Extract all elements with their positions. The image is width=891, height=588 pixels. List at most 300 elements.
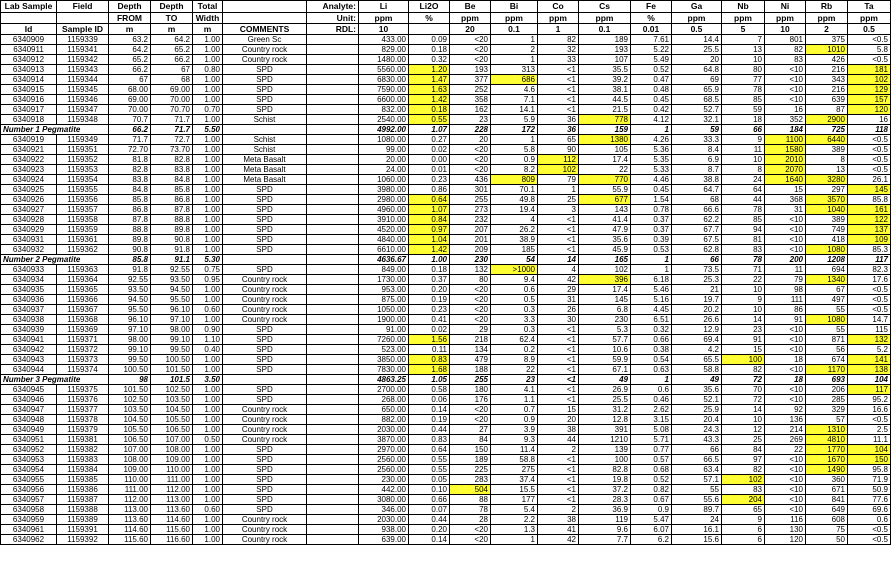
- table-cell: 108.00: [151, 445, 193, 455]
- table-cell: 2070: [765, 165, 806, 175]
- table-cell: 59.9: [579, 355, 631, 365]
- table-cell: 352: [765, 115, 806, 125]
- table-cell: 62.4: [491, 335, 538, 345]
- table-cell: 3910.00: [359, 215, 409, 225]
- table-cell: [307, 285, 359, 295]
- table-cell: 97.10: [109, 325, 151, 335]
- table-cell: 17.4: [579, 155, 631, 165]
- table-row: [1, 435, 891, 445]
- table-cell: 6340956: [1, 485, 57, 495]
- table-cell: 83: [722, 485, 765, 495]
- header-cell: ppm: [765, 13, 806, 24]
- table-cell: 73.70: [151, 145, 193, 155]
- table-cell: 207: [450, 225, 491, 235]
- table-cell: 10.6: [579, 345, 631, 355]
- table-cell: 1080.00: [359, 135, 409, 145]
- table-cell: 0.44: [409, 515, 450, 525]
- table-cell: 1159349: [57, 135, 109, 145]
- table-cell: 3280: [806, 175, 848, 185]
- header-cell: Analyte:: [307, 1, 359, 13]
- table-cell: [307, 225, 359, 235]
- table-cell: 1.00: [193, 365, 223, 375]
- table-cell: 80: [450, 275, 491, 285]
- table-cell: 84: [450, 435, 491, 445]
- table-cell: 132: [450, 265, 491, 275]
- table-cell: 225: [450, 465, 491, 475]
- table-cell: 1159391: [57, 525, 109, 535]
- table-cell: 0.3: [491, 305, 538, 315]
- header-cell: Rb: [806, 1, 848, 13]
- table-cell: 25.9: [672, 405, 722, 415]
- table-cell: 1.00: [193, 515, 223, 525]
- table-cell: 5.50: [193, 125, 223, 135]
- table-cell: 16: [765, 105, 806, 115]
- table-cell: <10: [765, 75, 806, 85]
- table-cell: 8: [722, 165, 765, 175]
- table-cell: Meta Basalt: [223, 155, 307, 165]
- table-cell: 1159379: [57, 425, 109, 435]
- table-cell: 12: [722, 425, 765, 435]
- table-cell: 5.4: [491, 505, 538, 515]
- table-cell: 9.4: [491, 275, 538, 285]
- table-cell: [307, 55, 359, 65]
- table-cell: 12.8: [579, 415, 631, 425]
- table-cell: 118: [848, 125, 891, 135]
- table-cell: 114.60: [109, 525, 151, 535]
- table-cell: 6.8: [579, 305, 631, 315]
- table-cell: 1.00: [193, 535, 223, 545]
- table-cell: 671: [806, 485, 848, 495]
- table-cell: 871: [806, 335, 848, 345]
- table-cell: 47.9: [579, 225, 631, 235]
- table-cell: 1159374: [57, 365, 109, 375]
- table-cell: 185: [491, 245, 538, 255]
- table-cell: SPD: [223, 465, 307, 475]
- table-cell: 120: [848, 105, 891, 115]
- table-cell: 35.5: [579, 65, 631, 75]
- table-cell: 5.33: [631, 165, 672, 175]
- table-cell: 96.10: [151, 305, 193, 315]
- table-cell: 0.10: [409, 485, 450, 495]
- table-cell: 206: [806, 385, 848, 395]
- table-cell: 0.14: [409, 405, 450, 415]
- table-cell: 1.00: [193, 215, 223, 225]
- table-cell: <20: [450, 415, 491, 425]
- table-row: [1, 495, 891, 505]
- table-cell: 115.60: [109, 535, 151, 545]
- table-cell: <10: [765, 475, 806, 485]
- table-cell: 6340938: [1, 315, 57, 325]
- table-cell: <20: [450, 145, 491, 155]
- table-row: [1, 485, 891, 495]
- table-cell: [307, 75, 359, 85]
- table-cell: 391: [579, 425, 631, 435]
- table-cell: 91.8: [109, 265, 151, 275]
- header-cell: Field: [57, 1, 109, 13]
- table-cell: 0.18: [409, 265, 450, 275]
- table-row: [1, 515, 891, 525]
- table-cell: 91.1: [151, 255, 193, 265]
- table-cell: <10: [765, 385, 806, 395]
- table-cell: 23: [450, 115, 491, 125]
- table-cell: 3570: [806, 195, 848, 205]
- table-cell: 8.4: [672, 145, 722, 155]
- table-cell: Country rock: [223, 295, 307, 305]
- table-cell: 32.1: [672, 115, 722, 125]
- table-row: [1, 95, 891, 105]
- table-cell: 694: [806, 265, 848, 275]
- table-cell: 184: [765, 125, 806, 135]
- table-cell: 50: [806, 535, 848, 545]
- table-cell: 37.2: [579, 485, 631, 495]
- header-cell: 2: [806, 24, 848, 35]
- table-cell: 16.1: [672, 525, 722, 535]
- table-cell: 0.58: [409, 385, 450, 395]
- table-cell: 55: [806, 325, 848, 335]
- table-cell: 0.53: [631, 245, 672, 255]
- table-cell: 10: [722, 55, 765, 65]
- table-cell: 25: [722, 435, 765, 445]
- table-cell: 65: [538, 135, 579, 145]
- table-cell: 5.3: [579, 325, 631, 335]
- table-cell: <1: [538, 455, 579, 465]
- table-cell: 83: [722, 245, 765, 255]
- table-cell: <1: [538, 375, 579, 385]
- table-row: [1, 415, 891, 425]
- table-cell: 72: [722, 395, 765, 405]
- table-cell: 0.68: [631, 465, 672, 475]
- table-cell: 1.00: [193, 455, 223, 465]
- table-cell: 8.2: [491, 165, 538, 175]
- table-cell: 1.00: [193, 465, 223, 475]
- table-cell: Country rock: [223, 275, 307, 285]
- table-cell: SPD: [223, 505, 307, 515]
- table-cell: 136: [765, 415, 806, 425]
- table-cell: <0.5: [848, 525, 891, 535]
- table-cell: [307, 325, 359, 335]
- table-cell: 35.6: [579, 235, 631, 245]
- table-cell: 6340962: [1, 535, 57, 545]
- table-cell: 5.22: [631, 45, 672, 55]
- table-cell: <1: [538, 215, 579, 225]
- table-cell: 91.8: [151, 245, 193, 255]
- table-cell: 1730.00: [359, 275, 409, 285]
- table-cell: 189: [579, 35, 631, 45]
- table-cell: 1159377: [57, 405, 109, 415]
- table-cell: 55: [672, 485, 722, 495]
- table-cell: SPD: [223, 85, 307, 95]
- table-cell: 83: [765, 55, 806, 65]
- table-cell: 1159362: [57, 245, 109, 255]
- table-cell: 6340923: [1, 165, 57, 175]
- table-cell: 150: [848, 455, 891, 465]
- table-cell: 119: [579, 515, 631, 525]
- table-cell: 58.8: [491, 455, 538, 465]
- table-cell: 301: [450, 185, 491, 195]
- table-cell: 104.50: [109, 415, 151, 425]
- table-cell: 1: [491, 535, 538, 545]
- table-cell: 72.7: [151, 135, 193, 145]
- table-cell: 1159342: [57, 55, 109, 65]
- table-cell: [307, 375, 359, 385]
- table-cell: 875.00: [359, 295, 409, 305]
- table-cell: 16.6: [848, 405, 891, 415]
- table-cell: 132: [848, 335, 891, 345]
- table-cell: 108.00: [109, 455, 151, 465]
- table-cell: SPD: [223, 475, 307, 485]
- table-row: [1, 85, 891, 95]
- table-cell: 193: [579, 45, 631, 55]
- table-cell: 3: [538, 205, 579, 215]
- table-cell: 1159359: [57, 225, 109, 235]
- table-cell: 99.50: [109, 355, 151, 365]
- table-cell: 0.84: [409, 215, 450, 225]
- table-cell: 5.47: [631, 515, 672, 525]
- table-cell: 19.7: [672, 295, 722, 305]
- table-cell: 113.60: [151, 505, 193, 515]
- table-cell: 65.9: [672, 85, 722, 95]
- table-cell: 5.35: [631, 155, 672, 165]
- table-cell: 1770: [806, 445, 848, 455]
- table-cell: 368: [765, 195, 806, 205]
- table-cell: <20: [450, 525, 491, 535]
- table-cell: 1480.00: [359, 55, 409, 65]
- table-cell: 1159351: [57, 145, 109, 155]
- table-cell: 1.00: [193, 135, 223, 145]
- table-cell: 0.23: [409, 305, 450, 315]
- table-cell: 44: [538, 435, 579, 445]
- table-cell: <20: [450, 305, 491, 315]
- header-cell: RDL:: [307, 24, 359, 35]
- table-cell: [307, 135, 359, 145]
- table-cell: <1: [538, 335, 579, 345]
- table-cell: 21: [672, 285, 722, 295]
- table-cell: <10: [765, 225, 806, 235]
- table-cell: 1.00: [193, 145, 223, 155]
- table-cell: 35.6: [672, 385, 722, 395]
- table-cell: 8: [806, 155, 848, 165]
- table-cell: 1159385: [57, 475, 109, 485]
- table-cell: 84.8: [109, 185, 151, 195]
- header-cell: FROM: [109, 13, 151, 24]
- table-cell: 1.00: [193, 315, 223, 325]
- table-cell: 102: [722, 475, 765, 485]
- table-cell: 0.90: [193, 325, 223, 335]
- table-cell: SPD: [223, 485, 307, 495]
- table-cell: 38.1: [579, 85, 631, 95]
- header-cell: Li: [359, 1, 409, 13]
- table-cell: 255: [450, 195, 491, 205]
- table-cell: 1.20: [409, 65, 450, 75]
- table-cell: 85.8: [151, 185, 193, 195]
- table-cell: 5.2: [848, 345, 891, 355]
- table-cell: 64.7: [672, 185, 722, 195]
- table-cell: 105.50: [109, 425, 151, 435]
- table-cell: 112.00: [109, 495, 151, 505]
- table-cell: 230: [579, 315, 631, 325]
- table-cell: 6340911: [1, 45, 57, 55]
- table-cell: 0.52: [631, 65, 672, 75]
- table-cell: 68.5: [672, 95, 722, 105]
- table-cell: 4840.00: [359, 235, 409, 245]
- table-cell: 84.8: [151, 175, 193, 185]
- table-cell: 1: [631, 265, 672, 275]
- table-cell: 181: [848, 65, 891, 75]
- table-cell: 36: [538, 115, 579, 125]
- table-cell: 3.15: [631, 415, 672, 425]
- table-cell: 1.00: [193, 485, 223, 495]
- table-cell: 111.00: [109, 485, 151, 495]
- table-cell: <20: [450, 155, 491, 165]
- table-cell: 1.05: [409, 375, 450, 385]
- table-cell: 1: [538, 185, 579, 195]
- header-cell: Ga: [672, 1, 722, 13]
- table-cell: <10: [765, 325, 806, 335]
- table-cell: 105: [579, 145, 631, 155]
- table-cell: [307, 345, 359, 355]
- table-cell: 1.00: [193, 395, 223, 405]
- table-cell: 5.36: [631, 145, 672, 155]
- table-cell: 26.9: [579, 385, 631, 395]
- table-cell: 1.42: [409, 245, 450, 255]
- table-cell: 0.52: [631, 475, 672, 485]
- table-cell: Country rock: [223, 435, 307, 445]
- table-cell: Country rock: [223, 45, 307, 55]
- table-cell: 107: [579, 55, 631, 65]
- table-cell: 0.57: [631, 455, 672, 465]
- table-cell: 86.8: [109, 205, 151, 215]
- table-cell: SPD: [223, 235, 307, 245]
- table-row: [1, 265, 891, 275]
- table-cell: 39.2: [579, 75, 631, 85]
- table-cell: 82: [538, 35, 579, 45]
- table-cell: 12.9: [672, 325, 722, 335]
- table-row: [1, 295, 891, 305]
- table-cell: [307, 535, 359, 545]
- table-cell: 0.32: [631, 325, 672, 335]
- table-cell: 1.1: [491, 395, 538, 405]
- table-cell: 1.00: [409, 255, 450, 265]
- table-row: [1, 395, 891, 405]
- table-cell: <1: [538, 95, 579, 105]
- table-cell: [307, 405, 359, 415]
- header-cell: 0.1: [579, 24, 631, 35]
- table-cell: [307, 245, 359, 255]
- table-cell: SPD: [223, 385, 307, 395]
- table-cell: 14.4: [672, 35, 722, 45]
- table-cell: 69.00: [151, 85, 193, 95]
- table-cell: 639.00: [359, 535, 409, 545]
- table-cell: 13: [722, 45, 765, 55]
- table-cell: 33: [538, 55, 579, 65]
- table-cell: 14: [722, 315, 765, 325]
- table-cell: 115: [848, 325, 891, 335]
- table-cell: 150: [450, 445, 491, 455]
- table-cell: 66: [672, 255, 722, 265]
- table-cell: 1.00: [193, 445, 223, 455]
- table-cell: <10: [765, 85, 806, 95]
- table-cell: 7.1: [491, 95, 538, 105]
- header-cell: Total: [193, 1, 223, 13]
- table-row: [1, 465, 891, 475]
- table-cell: 6340916: [1, 95, 57, 105]
- table-cell: 67.7: [672, 225, 722, 235]
- table-cell: 52.7: [672, 105, 722, 115]
- table-cell: 11: [765, 265, 806, 275]
- table-cell: 433.00: [359, 35, 409, 45]
- table-cell: 1159353: [57, 165, 109, 175]
- table-cell: 1159388: [57, 505, 109, 515]
- table-cell: 4.6: [491, 85, 538, 95]
- table-cell: 104.50: [151, 405, 193, 415]
- table-cell: SPD: [223, 355, 307, 365]
- table-cell: 54: [491, 255, 538, 265]
- table-cell: 93.50: [151, 275, 193, 285]
- table-cell: [307, 435, 359, 445]
- table-cell: 1159383: [57, 455, 109, 465]
- table-cell: 6340912: [1, 55, 57, 65]
- table-cell: 801: [765, 35, 806, 45]
- table-cell: 22: [765, 445, 806, 455]
- header-cell: Lab Sample: [1, 1, 57, 13]
- table-cell: 189: [450, 455, 491, 465]
- table-cell: 6340958: [1, 505, 57, 515]
- header-cell: ppm: [672, 13, 722, 24]
- table-cell: 86: [765, 305, 806, 315]
- table-cell: [307, 355, 359, 365]
- table-cell: 649: [806, 505, 848, 515]
- table-cell: 109.00: [109, 465, 151, 475]
- table-cell: 64: [722, 185, 765, 195]
- table-row: [1, 165, 891, 175]
- table-cell: 313: [491, 65, 538, 75]
- table-cell: 97.10: [151, 315, 193, 325]
- table-cell: 129: [848, 85, 891, 95]
- table-row: [1, 225, 891, 235]
- table-cell: 85.8: [109, 195, 151, 205]
- table-cell: 139: [579, 445, 631, 455]
- header-cell: m: [193, 24, 223, 35]
- table-cell: 73.5: [672, 265, 722, 275]
- table-row: [1, 455, 891, 465]
- table-cell: 2: [538, 505, 579, 515]
- table-cell: 650.00: [359, 405, 409, 415]
- header-cell: m: [109, 24, 151, 35]
- table-cell: <1: [538, 385, 579, 395]
- table-cell: 81: [722, 235, 765, 245]
- table-cell: 66.5: [672, 455, 722, 465]
- table-cell: 686: [491, 75, 538, 85]
- table-cell: 113.00: [151, 495, 193, 505]
- table-cell: 0.46: [631, 395, 672, 405]
- table-cell: 2: [491, 45, 538, 55]
- table-cell: 0.54: [631, 355, 672, 365]
- table-cell: 3.3: [491, 315, 538, 325]
- header-cell: COMMENTS: [223, 24, 307, 35]
- table-cell: <1: [538, 245, 579, 255]
- header-cell: Cs: [579, 1, 631, 13]
- table-cell: 0.97: [409, 225, 450, 235]
- table-cell: 6340959: [1, 515, 57, 525]
- table-row: [1, 425, 891, 435]
- table-cell: 95.50: [151, 295, 193, 305]
- table-cell: <0.5: [848, 165, 891, 175]
- table-cell: SPD: [223, 195, 307, 205]
- table-cell: 71.7: [151, 125, 193, 135]
- table-cell: [307, 235, 359, 245]
- table-cell: 396: [579, 275, 631, 285]
- table-cell: 358: [450, 95, 491, 105]
